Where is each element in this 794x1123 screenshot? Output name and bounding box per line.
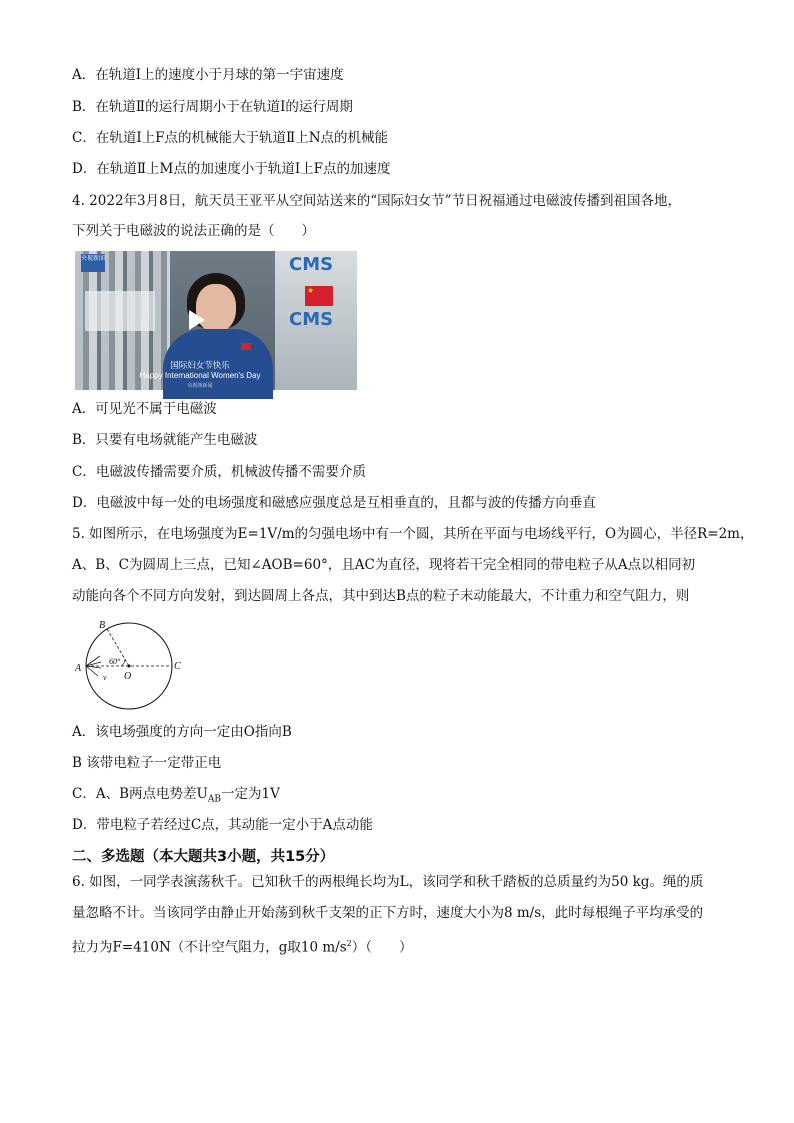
q6-line3: 拉力为F=410N（不计空气阻力，g取10 $m/s^2$）（ ） bbox=[72, 939, 413, 956]
q4-option-b: B．只要有电场就能产生电磁波 bbox=[72, 432, 258, 448]
q4-option-c: C．电磁波传播需要介质，机械波传播不需要介质 bbox=[72, 464, 366, 480]
q4-option-d: D．电磁波中每一处的电场强度和磁感应强度总是互相垂直的，且都与波的传播方向垂直 bbox=[72, 495, 596, 511]
caption-en: Happy International Women's Day bbox=[139, 371, 261, 380]
china-flag-icon bbox=[305, 286, 333, 306]
label-angle: 60° bbox=[109, 657, 121, 666]
q3-option-d: D．在轨道Ⅱ上M点的加速度小于轨道Ⅰ上F点的加速度 bbox=[72, 161, 391, 177]
q3-option-b: B．在轨道Ⅱ的运行周期小于在轨道Ⅰ的运行周期 bbox=[72, 99, 353, 115]
q5-option-a: A．该电场强度的方向一定由O指向B bbox=[72, 724, 292, 740]
q4-stem-line2: 下列关于电磁波的说法正确的是（ ） bbox=[72, 223, 315, 239]
section-heading-multiple-choice: 二、多选题（本大题共3小题，共15分） bbox=[72, 849, 335, 865]
q5-stem-line3: 动能向各个不同方向发射，到达圆周上各点，其中到达B点的粒子末动能最大，不计重力和空气阻力，则 bbox=[72, 588, 690, 604]
cms-logo-icon-2: CMS bbox=[289, 309, 334, 330]
station-panel bbox=[85, 291, 155, 331]
cms-logo-icon: CMS bbox=[289, 254, 334, 275]
flag-badge-icon bbox=[241, 343, 251, 350]
angle-arc bbox=[121, 659, 125, 666]
cctv-news-logo: 央视新闻 bbox=[81, 254, 105, 272]
q5-circle-diagram bbox=[72, 616, 202, 716]
label-v: v bbox=[103, 673, 107, 682]
label-a: A bbox=[75, 663, 82, 674]
q6-line1: 6. 如图，一同学表演荡秋千。已知秋千的两根绳长均为L，该同学和秋千踏板的总质量约为50 kg。绳的质 bbox=[72, 874, 704, 890]
label-c: C bbox=[174, 661, 181, 672]
q3-option-c: C．在轨道Ⅰ上F点的机械能大于轨道Ⅱ上N点的机械能 bbox=[72, 130, 389, 146]
q3-option-a: A．在轨道Ⅰ上的速度小于月球的第一宇宙速度 bbox=[72, 67, 344, 83]
q5-option-b: B 该带电粒子一定带正电 bbox=[72, 755, 222, 771]
label-b: B bbox=[99, 620, 106, 631]
q5-option-d: D．带电粒子若经过C点，其动能一定小于A点动能 bbox=[72, 817, 373, 833]
q4-option-a: A．可见光不属于电磁波 bbox=[72, 401, 217, 417]
q6-line2: 量忽略不计。当该同学由静止开始荡到秋千支架的正下方时，速度大小为8 m/s，此时每根绳子平均承受的 bbox=[72, 905, 704, 921]
label-o: O bbox=[124, 671, 132, 682]
q5-stem-line2: A、B、C为圆周上三点，已知∠AOB=60°，且AC为直径，现将若干完全相同的带电粒子从A点以相同初 bbox=[72, 557, 696, 573]
watermark: 央视频新闻 bbox=[187, 383, 213, 389]
center-point bbox=[128, 665, 131, 668]
q4-video-thumbnail[interactable] bbox=[75, 251, 334, 390]
caption-cn: 国际妇女节快乐 bbox=[170, 361, 230, 371]
play-icon[interactable] bbox=[189, 310, 205, 330]
q4-stem-line1: 4. 2022年3月8日，航天员王亚平从空间站送来的“国际妇女节”节日祝福通过电磁波传播到祖国各地， bbox=[72, 193, 682, 209]
q5-option-c: C．A、B两点电势差$U_{AB}$一定为1V bbox=[72, 786, 280, 805]
q5-stem-line1: 5. 如图所示，在电场强度为E=1V/m的匀强电场中有一个圆，其所在平面与电场线平行，O为圆心，半径R=2m， bbox=[72, 526, 754, 542]
